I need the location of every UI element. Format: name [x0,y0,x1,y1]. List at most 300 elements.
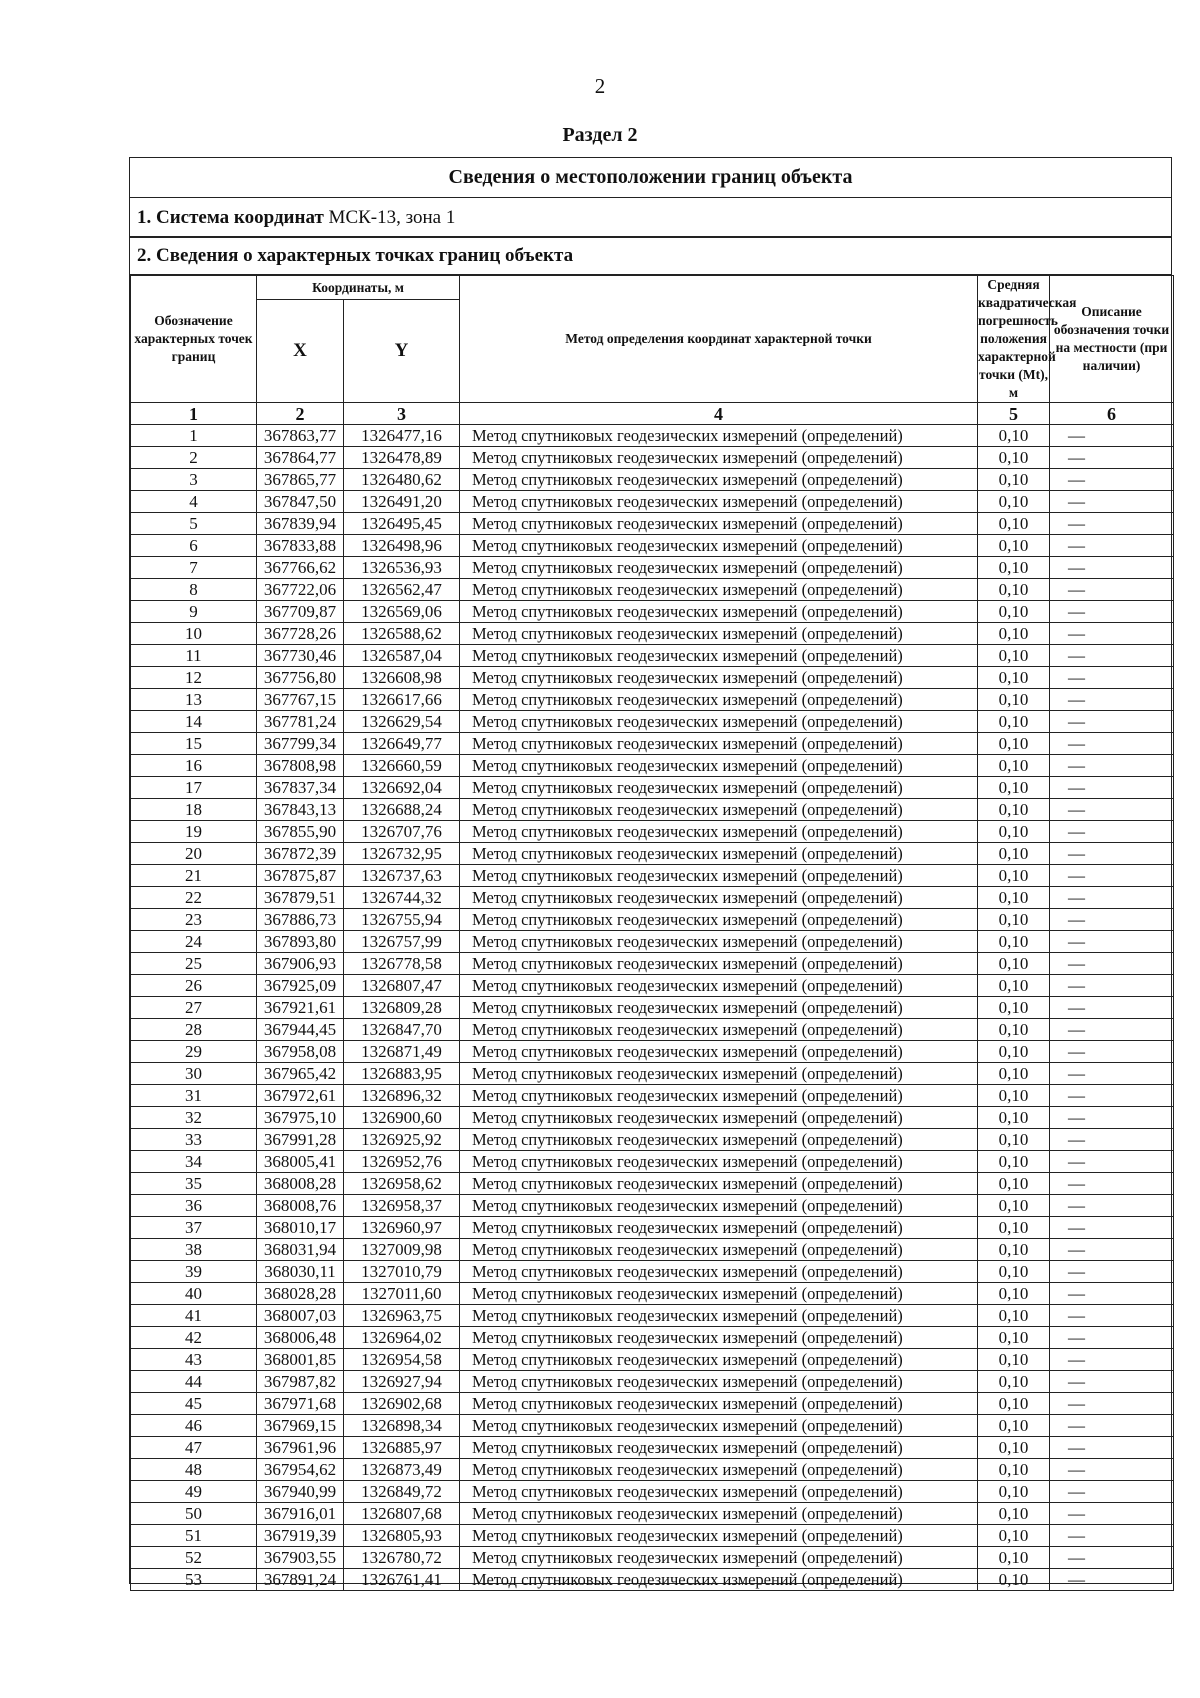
table-row [131,1305,1174,1327]
x-coordinate-cell: 367728,26 [257,623,344,645]
point-id-cell: 35 [131,1173,257,1195]
y-coordinate-cell: 1326495,45 [344,513,460,535]
table-row [131,513,1174,535]
error-cell: 0,10 [978,1041,1050,1063]
method-cell: Метод спутниковых геодезических измерений (определений) [460,711,978,733]
description-cell: — [1050,535,1174,557]
error-cell: 0,10 [978,1349,1050,1371]
description-cell: — [1050,689,1174,711]
table-row [131,953,1174,975]
error-cell: 0,10 [978,1371,1050,1393]
table-row [131,1459,1174,1481]
point-id-cell: 47 [131,1437,257,1459]
point-id-cell: 6 [131,535,257,557]
description-cell: — [1050,623,1174,645]
x-coordinate-cell: 367767,15 [257,689,344,711]
method-cell: Метод спутниковых геодезических измерений (определений) [460,1459,978,1481]
point-id-cell: 46 [131,1415,257,1437]
error-cell: 0,10 [978,1305,1050,1327]
error-cell: 0,10 [978,1151,1050,1173]
x-coordinate-cell: 367987,82 [257,1371,344,1393]
description-cell: — [1050,1393,1174,1415]
table-row [131,689,1174,711]
error-cell: 0,10 [978,689,1050,711]
method-cell: Метод спутниковых геодезических измерений (определений) [460,1569,978,1591]
point-id-cell: 8 [131,579,257,601]
points-table [130,275,1174,1591]
y-coordinate-cell: 1326757,99 [344,931,460,953]
description-cell: — [1050,1195,1174,1217]
table-row [131,733,1174,755]
y-coordinate-cell: 1326755,94 [344,909,460,931]
error-cell: 0,10 [978,1107,1050,1129]
description-cell: — [1050,887,1174,909]
error-cell: 0,10 [978,447,1050,469]
error-cell: 0,10 [978,601,1050,623]
table-row [131,1151,1174,1173]
table-row [131,557,1174,579]
table-row [131,865,1174,887]
error-cell: 0,10 [978,909,1050,931]
error-cell: 0,10 [978,1459,1050,1481]
y-coordinate-cell: 1326885,97 [344,1437,460,1459]
method-cell: Метод спутниковых геодезических измерений (определений) [460,557,978,579]
method-cell: Метод спутниковых геодезических измерений (определений) [460,1371,978,1393]
x-coordinate-cell: 368006,48 [257,1327,344,1349]
table-row [131,1283,1174,1305]
point-id-cell: 30 [131,1063,257,1085]
description-cell: — [1050,425,1174,447]
method-cell: Метод спутниковых геодезических измерений (определений) [460,1327,978,1349]
x-coordinate-cell: 367839,94 [257,513,344,535]
table-row [131,1569,1174,1591]
table-row [131,425,1174,447]
error-cell: 0,10 [978,1217,1050,1239]
point-id-cell: 31 [131,1085,257,1107]
table-row [131,1393,1174,1415]
y-coordinate-cell: 1326778,58 [344,953,460,975]
x-coordinate-cell: 367903,55 [257,1547,344,1569]
point-id-cell: 24 [131,931,257,953]
method-cell: Метод спутниковых геодезических измерений (определений) [460,1503,978,1525]
x-coordinate-cell: 367837,34 [257,777,344,799]
x-coordinate-cell: 368008,28 [257,1173,344,1195]
method-cell: Метод спутниковых геодезических измерений (определений) [460,755,978,777]
y-coordinate-cell: 1327009,98 [344,1239,460,1261]
point-id-cell: 18 [131,799,257,821]
description-cell: — [1050,1547,1174,1569]
method-cell: Метод спутниковых геодезических измерений (определений) [460,733,978,755]
table-row [131,1239,1174,1261]
table-row [131,601,1174,623]
method-cell: Метод спутниковых геодезических измерений (определений) [460,953,978,975]
point-id-cell: 20 [131,843,257,865]
method-cell: Метод спутниковых геодезических измерений (определений) [460,799,978,821]
description-cell: — [1050,1019,1174,1041]
header-error: Средняя квадратическая погрешность положения характерной точки (Mt), м [978,276,1050,403]
points-title: 2. Сведения о характерных точках границ объекта [130,237,1171,275]
description-cell: — [1050,447,1174,469]
description-cell: — [1050,557,1174,579]
x-coordinate-cell: 367954,62 [257,1459,344,1481]
error-cell: 0,10 [978,513,1050,535]
y-coordinate-cell: 1326900,60 [344,1107,460,1129]
table-row [131,447,1174,469]
method-cell: Метод спутниковых геодезических измерений (определений) [460,491,978,513]
y-coordinate-cell: 1326617,66 [344,689,460,711]
y-coordinate-cell: 1326898,34 [344,1415,460,1437]
column-number: 3 [344,403,460,425]
error-cell: 0,10 [978,645,1050,667]
x-coordinate-cell: 367940,99 [257,1481,344,1503]
table-row [131,1503,1174,1525]
error-cell: 0,10 [978,777,1050,799]
method-cell: Метод спутниковых геодезических измерений (определений) [460,1085,978,1107]
table-row [131,1371,1174,1393]
method-cell: Метод спутниковых геодезических измерений (определений) [460,425,978,447]
error-cell: 0,10 [978,667,1050,689]
x-coordinate-cell: 367722,06 [257,579,344,601]
point-id-cell: 22 [131,887,257,909]
x-coordinate-cell: 368010,17 [257,1217,344,1239]
y-coordinate-cell: 1326952,76 [344,1151,460,1173]
method-cell: Метод спутниковых геодезических измерений (определений) [460,447,978,469]
x-coordinate-cell: 367843,13 [257,799,344,821]
table-row [131,623,1174,645]
description-cell: — [1050,1371,1174,1393]
description-cell: — [1050,799,1174,821]
error-cell: 0,10 [978,1261,1050,1283]
table-row [131,469,1174,491]
method-cell: Метод спутниковых геодезических измерений (определений) [460,1283,978,1305]
table-row [131,755,1174,777]
y-coordinate-cell: 1326660,59 [344,755,460,777]
description-cell: — [1050,491,1174,513]
table-row [131,1019,1174,1041]
table-row [131,997,1174,1019]
error-cell: 0,10 [978,1569,1050,1591]
x-coordinate-cell: 367756,80 [257,667,344,689]
table-row [131,1327,1174,1349]
header-x: X [257,300,344,403]
description-cell: — [1050,1437,1174,1459]
description-cell: — [1050,1305,1174,1327]
method-cell: Метод спутниковых геодезических измерений (определений) [460,601,978,623]
point-id-cell: 13 [131,689,257,711]
method-cell: Метод спутниковых геодезических измерений (определений) [460,1173,978,1195]
point-id-cell: 15 [131,733,257,755]
table-row [131,1437,1174,1459]
column-number: 6 [1050,403,1174,425]
method-cell: Метод спутниковых геодезических измерений (определений) [460,1305,978,1327]
y-coordinate-cell: 1326692,04 [344,777,460,799]
y-coordinate-cell: 1326964,02 [344,1327,460,1349]
x-coordinate-cell: 367886,73 [257,909,344,931]
description-cell: — [1050,1349,1174,1371]
description-cell: — [1050,645,1174,667]
table-row [131,1085,1174,1107]
x-coordinate-cell: 368001,85 [257,1349,344,1371]
point-id-cell: 33 [131,1129,257,1151]
x-coordinate-cell: 367944,45 [257,1019,344,1041]
point-id-cell: 40 [131,1283,257,1305]
point-id-cell: 12 [131,667,257,689]
column-number: 1 [131,403,257,425]
x-coordinate-cell: 367872,39 [257,843,344,865]
y-coordinate-cell: 1326629,54 [344,711,460,733]
point-id-cell: 3 [131,469,257,491]
description-cell: — [1050,711,1174,733]
description-cell: — [1050,909,1174,931]
point-id-cell: 41 [131,1305,257,1327]
method-cell: Метод спутниковых геодезических измерений (определений) [460,975,978,997]
description-cell: — [1050,1041,1174,1063]
method-cell: Метод спутниковых геодезических измерений (определений) [460,909,978,931]
method-cell: Метод спутниковых геодезических измерений (определений) [460,689,978,711]
x-coordinate-cell: 367766,62 [257,557,344,579]
x-coordinate-cell: 367961,96 [257,1437,344,1459]
point-id-cell: 43 [131,1349,257,1371]
table-row [131,1129,1174,1151]
x-coordinate-cell: 367975,10 [257,1107,344,1129]
x-coordinate-cell: 368008,76 [257,1195,344,1217]
description-cell: — [1050,1481,1174,1503]
y-coordinate-cell: 1326688,24 [344,799,460,821]
point-id-cell: 17 [131,777,257,799]
method-cell: Метод спутниковых геодезических измерений (определений) [460,535,978,557]
error-cell: 0,10 [978,887,1050,909]
error-cell: 0,10 [978,1283,1050,1305]
error-cell: 0,10 [978,1327,1050,1349]
description-cell: — [1050,1085,1174,1107]
y-coordinate-cell: 1327011,60 [344,1283,460,1305]
description-cell: — [1050,777,1174,799]
method-cell: Метод спутниковых геодезических измерений (определений) [460,1547,978,1569]
table-row [131,887,1174,909]
point-id-cell: 10 [131,623,257,645]
y-coordinate-cell: 1326805,93 [344,1525,460,1547]
method-cell: Метод спутниковых геодезических измерений (определений) [460,645,978,667]
error-cell: 0,10 [978,997,1050,1019]
error-cell: 0,10 [978,843,1050,865]
method-cell: Метод спутниковых геодезических измерений (определений) [460,1151,978,1173]
header-point: Обозначение характерных точек границ [131,276,257,403]
y-coordinate-cell: 1326732,95 [344,843,460,865]
table-row [131,777,1174,799]
y-coordinate-cell: 1326569,06 [344,601,460,623]
method-cell: Метод спутниковых геодезических измерений (определений) [460,1129,978,1151]
error-cell: 0,10 [978,1525,1050,1547]
x-coordinate-cell: 367709,87 [257,601,344,623]
method-cell: Метод спутниковых геодезических измерений (определений) [460,1481,978,1503]
table-row [131,799,1174,821]
table-row [131,931,1174,953]
table-row [131,1173,1174,1195]
x-coordinate-cell: 367855,90 [257,821,344,843]
table-row [131,843,1174,865]
y-coordinate-cell: 1326960,97 [344,1217,460,1239]
header-method: Метод определения координат характерной точки [460,276,978,403]
description-cell: — [1050,1261,1174,1283]
column-number: 5 [978,403,1050,425]
description-cell: — [1050,1063,1174,1085]
y-coordinate-cell: 1326871,49 [344,1041,460,1063]
point-id-cell: 36 [131,1195,257,1217]
error-cell: 0,10 [978,1481,1050,1503]
header-description: Описание обозначения точки на местности (при наличии) [1050,276,1174,403]
point-id-cell: 7 [131,557,257,579]
error-cell: 0,10 [978,755,1050,777]
error-cell: 0,10 [978,1195,1050,1217]
table-row [131,975,1174,997]
point-id-cell: 25 [131,953,257,975]
header-y: Y [344,300,460,403]
table-row [131,1481,1174,1503]
x-coordinate-cell: 368030,11 [257,1261,344,1283]
method-cell: Метод спутниковых геодезических измерений (определений) [460,1261,978,1283]
method-cell: Метод спутниковых геодезических измерений (определений) [460,865,978,887]
point-id-cell: 4 [131,491,257,513]
coordinate-system-value: МСК-13, зона 1 [323,207,456,228]
error-cell: 0,10 [978,579,1050,601]
point-id-cell: 14 [131,711,257,733]
table-row [131,579,1174,601]
point-id-cell: 1 [131,425,257,447]
y-coordinate-cell: 1326744,32 [344,887,460,909]
table-row [131,1415,1174,1437]
point-id-cell: 23 [131,909,257,931]
method-cell: Метод спутниковых геодезических измерений (определений) [460,1525,978,1547]
table-row [131,821,1174,843]
table-row [131,491,1174,513]
x-coordinate-cell: 367919,39 [257,1525,344,1547]
error-cell: 0,10 [978,1547,1050,1569]
y-coordinate-cell: 1326477,16 [344,425,460,447]
x-coordinate-cell: 367781,24 [257,711,344,733]
description-cell: — [1050,931,1174,953]
header-coords: Координаты, м [257,276,460,300]
error-cell: 0,10 [978,535,1050,557]
description-cell: — [1050,975,1174,997]
method-cell: Метод спутниковых геодезических измерений (определений) [460,1107,978,1129]
table-row [131,1063,1174,1085]
description-cell: — [1050,601,1174,623]
x-coordinate-cell: 367833,88 [257,535,344,557]
method-cell: Метод спутниковых геодезических измерений (определений) [460,1217,978,1239]
error-cell: 0,10 [978,799,1050,821]
description-cell: — [1050,755,1174,777]
description-cell: — [1050,579,1174,601]
method-cell: Метод спутниковых геодезических измерений (определений) [460,667,978,689]
coordinate-system-label: 1. Система координат [137,207,324,228]
y-coordinate-cell: 1326480,62 [344,469,460,491]
point-id-cell: 26 [131,975,257,997]
x-coordinate-cell: 367730,46 [257,645,344,667]
error-cell: 0,10 [978,975,1050,997]
error-cell: 0,10 [978,821,1050,843]
point-id-cell: 45 [131,1393,257,1415]
method-cell: Метод спутниковых геодезических измерений (определений) [460,1415,978,1437]
y-coordinate-cell: 1326963,75 [344,1305,460,1327]
point-id-cell: 2 [131,447,257,469]
description-cell: — [1050,1415,1174,1437]
y-coordinate-cell: 1326902,68 [344,1393,460,1415]
x-coordinate-cell: 367971,68 [257,1393,344,1415]
table-row [131,1217,1174,1239]
point-id-cell: 16 [131,755,257,777]
method-cell: Метод спутниковых геодезических измерений (определений) [460,1041,978,1063]
description-cell: — [1050,1107,1174,1129]
point-id-cell: 51 [131,1525,257,1547]
x-coordinate-cell: 367916,01 [257,1503,344,1525]
point-id-cell: 29 [131,1041,257,1063]
point-id-cell: 34 [131,1151,257,1173]
description-cell: — [1050,1151,1174,1173]
error-cell: 0,10 [978,1503,1050,1525]
y-coordinate-cell: 1327010,79 [344,1261,460,1283]
point-id-cell: 37 [131,1217,257,1239]
point-id-cell: 44 [131,1371,257,1393]
error-cell: 0,10 [978,931,1050,953]
method-cell: Метод спутниковых геодезических измерений (определений) [460,931,978,953]
method-cell: Метод спутниковых геодезических измерений (определений) [460,1195,978,1217]
error-cell: 0,10 [978,1019,1050,1041]
table-row [131,711,1174,733]
error-cell: 0,10 [978,1173,1050,1195]
description-cell: — [1050,1525,1174,1547]
description-cell: — [1050,1173,1174,1195]
y-coordinate-cell: 1326491,20 [344,491,460,513]
point-id-cell: 39 [131,1261,257,1283]
y-coordinate-cell: 1326498,96 [344,535,460,557]
point-id-cell: 21 [131,865,257,887]
description-cell: — [1050,513,1174,535]
y-coordinate-cell: 1326809,28 [344,997,460,1019]
description-cell: — [1050,865,1174,887]
description-cell: — [1050,1327,1174,1349]
x-coordinate-cell: 368031,94 [257,1239,344,1261]
method-cell: Метод спутниковых геодезических измерений (определений) [460,821,978,843]
column-number: 4 [460,403,978,425]
method-cell: Метод спутниковых геодезических измерений (определений) [460,1437,978,1459]
error-cell: 0,10 [978,491,1050,513]
description-cell: — [1050,1217,1174,1239]
table-row [131,535,1174,557]
error-cell: 0,10 [978,623,1050,645]
characteristic-points-block [129,236,1172,1589]
error-cell: 0,10 [978,1415,1050,1437]
method-cell: Метод спутниковых геодезических измерений (определений) [460,1349,978,1371]
point-id-cell: 53 [131,1569,257,1591]
point-id-cell: 42 [131,1327,257,1349]
y-coordinate-cell: 1326807,68 [344,1503,460,1525]
table-row [131,1261,1174,1283]
x-coordinate-cell: 367969,15 [257,1415,344,1437]
table-row [131,645,1174,667]
x-coordinate-cell: 367925,09 [257,975,344,997]
description-cell: — [1050,843,1174,865]
x-coordinate-cell: 367991,28 [257,1129,344,1151]
description-cell: — [1050,997,1174,1019]
x-coordinate-cell: 367893,80 [257,931,344,953]
x-coordinate-cell: 367865,77 [257,469,344,491]
method-cell: Метод спутниковых геодезических измерений (определений) [460,579,978,601]
description-cell: — [1050,1283,1174,1305]
method-cell: Метод спутниковых геодезических измерений (определений) [460,1019,978,1041]
y-coordinate-cell: 1326954,58 [344,1349,460,1371]
description-cell: — [1050,667,1174,689]
y-coordinate-cell: 1326588,62 [344,623,460,645]
